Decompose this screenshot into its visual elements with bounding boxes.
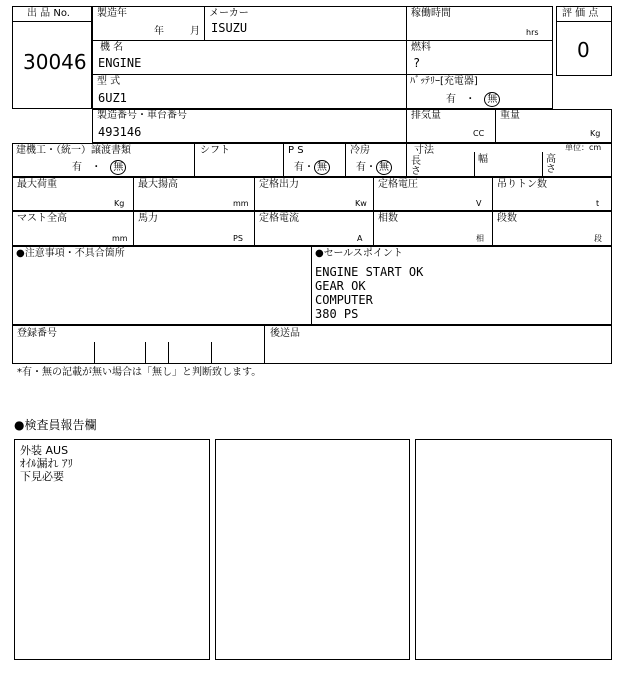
month-unit: 月 bbox=[190, 26, 200, 37]
ps-sep: ・ bbox=[304, 162, 314, 173]
rated-current-unit: A bbox=[357, 234, 363, 243]
battery-choice bbox=[446, 92, 500, 107]
cooler-choice bbox=[356, 160, 392, 175]
phase-label: 相数 bbox=[378, 213, 398, 224]
lot-number: 30046 bbox=[23, 50, 87, 74]
sales-line-4: 380 PS bbox=[315, 307, 359, 321]
transfer-label: 建機工・（統一）譲渡書類 bbox=[16, 145, 131, 156]
length-label: 長さ bbox=[411, 156, 421, 177]
battery-yes: 有 bbox=[446, 94, 456, 105]
maker-label: メーカー bbox=[209, 8, 249, 19]
battery-no-circled: 無 bbox=[484, 92, 500, 107]
mast-unit: mm bbox=[112, 234, 128, 243]
fuel-label: 燃料 bbox=[411, 42, 431, 53]
rated-output-label: 定格出力 bbox=[259, 179, 299, 190]
cooler-label: 冷房 bbox=[350, 145, 370, 156]
inspector-box-2 bbox=[215, 439, 410, 660]
displacement-label: 排気量 bbox=[411, 110, 441, 121]
year-label: 製造年 bbox=[97, 8, 127, 19]
phase-unit: 相 bbox=[476, 234, 484, 243]
weight-label: 重量 bbox=[500, 110, 520, 121]
displacement-unit: CC bbox=[473, 129, 485, 138]
type-value: 6UZ1 bbox=[98, 91, 127, 105]
footnote: *有・無の記載が無い場合は「無し」と判断致します。 bbox=[17, 367, 262, 378]
ps-yes: 有 bbox=[294, 162, 304, 173]
rated-output-unit: Kw bbox=[355, 199, 367, 208]
delivery-label: 後送品 bbox=[270, 328, 300, 339]
registration-label: 登録番号 bbox=[17, 328, 57, 339]
inspector-title: ●検査員報告欄 bbox=[14, 418, 97, 432]
transfer-sep: ・ bbox=[91, 162, 102, 173]
mast-label: マスト全高 bbox=[17, 213, 67, 224]
type-label: 型 式 bbox=[97, 76, 121, 87]
model-value: ENGINE bbox=[98, 56, 142, 70]
weight-unit: Kg bbox=[590, 129, 601, 138]
serial-label: 製造番号・車台番号 bbox=[97, 110, 187, 121]
row3 bbox=[12, 211, 612, 246]
max-load-unit: Kg bbox=[114, 199, 125, 208]
stage-label: 段数 bbox=[497, 213, 517, 224]
max-lift-label: 最大揚高 bbox=[138, 179, 178, 190]
inspector-line-2: ｵｲﾙ漏れ ｱﾘ bbox=[20, 457, 73, 470]
caution-label: ●注意事項・不具合箇所 bbox=[16, 248, 125, 259]
crane-label: 吊りトン数 bbox=[497, 179, 547, 190]
hp-label: 馬力 bbox=[138, 213, 158, 224]
sales-label: ●セールスポイント bbox=[315, 248, 403, 259]
max-load-label: 最大荷重 bbox=[17, 179, 57, 190]
year-unit: 年 bbox=[154, 26, 164, 37]
inspector-line-1: 外装 AUS bbox=[20, 444, 69, 457]
rated-voltage-unit: V bbox=[476, 199, 482, 208]
ps-no-circled: 無 bbox=[314, 160, 330, 175]
transfer-yes: 有 bbox=[72, 162, 82, 173]
rated-voltage-label: 定格電圧 bbox=[378, 179, 418, 190]
battery-label: ﾊﾞｯﾃﾘｰ[充電器] bbox=[410, 76, 478, 87]
width-label: 幅 bbox=[478, 154, 488, 165]
dim-label: 寸法 bbox=[414, 145, 434, 156]
fuel-value: ? bbox=[413, 56, 421, 70]
sales-line-2: GEAR OK bbox=[315, 279, 366, 293]
grade-value: 0 bbox=[577, 38, 590, 62]
stage-unit: 段 bbox=[594, 234, 602, 243]
rated-current-label: 定格電流 bbox=[259, 213, 299, 224]
model-label: 機 名 bbox=[100, 42, 124, 53]
cooler-no-circled: 無 bbox=[376, 160, 392, 175]
height-label: 高さ bbox=[546, 154, 556, 175]
lot-label: 出 品 No. bbox=[27, 8, 70, 19]
inspector-box-3 bbox=[415, 439, 612, 660]
maker-value: ISUZU bbox=[211, 21, 248, 35]
ps-label: P S bbox=[288, 145, 304, 156]
hours-unit: hrs bbox=[526, 28, 539, 37]
serial-value: 493146 bbox=[98, 125, 142, 139]
transfer-no-circled: 無 bbox=[110, 160, 126, 175]
registration-row bbox=[12, 325, 612, 364]
sales-line-3: COMPUTER bbox=[315, 293, 373, 307]
max-lift-unit: mm bbox=[233, 199, 249, 208]
cooler-yes: 有 bbox=[356, 162, 366, 173]
hours-label: 稼働時間 bbox=[411, 8, 451, 19]
dim-unit: 単位：cm bbox=[565, 143, 602, 152]
crane-unit: t bbox=[596, 199, 600, 208]
grade-label: 評 価 点 bbox=[562, 8, 599, 19]
inspector-line-3: 下見必要 bbox=[20, 470, 64, 483]
ps-choice bbox=[294, 160, 330, 175]
battery-sep: ・ bbox=[465, 94, 476, 105]
cooler-sep: ・ bbox=[366, 162, 376, 173]
transfer-choice bbox=[72, 160, 126, 175]
sales-line-1: ENGINE START OK bbox=[315, 265, 424, 279]
hp-unit: PS bbox=[233, 234, 243, 243]
shift-label: シフト bbox=[200, 145, 230, 156]
